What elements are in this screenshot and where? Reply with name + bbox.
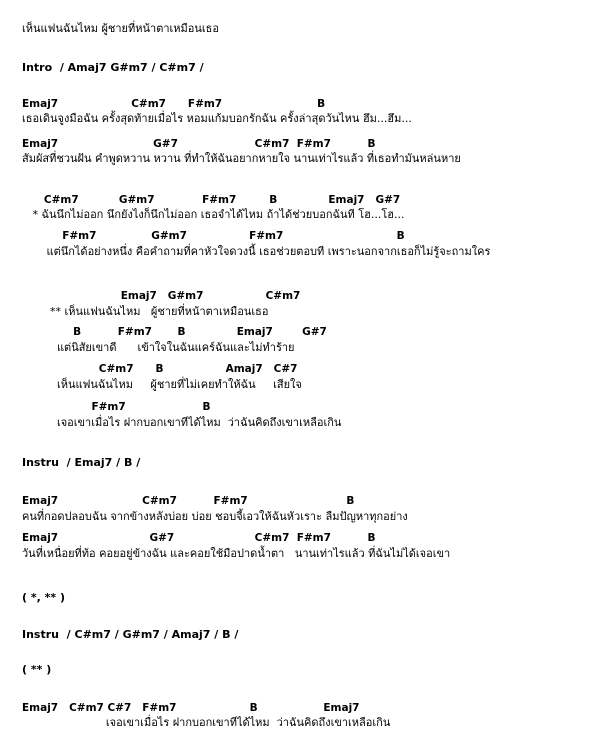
lyric-line: แต่นึกได้อย่างหนึ่ง คือคำถามที่คาหัวใจดวงนี้ เธอช่วยตอบที เพราะนอกจากเธอก็ไม่รู้จะถามใคร — [22, 245, 491, 258]
chord-line: Emaj7 C#m7 F#m7 B — [22, 98, 326, 110]
lyric-line: ** เห็นแฟนฉันไหม ผู้ชายที่หน้าตาเหมือนเธอ — [22, 305, 269, 318]
chord-line: Emaj7 C#m7 C#7 F#m7 B Emaj7 — [22, 702, 360, 714]
chord-line: F#m7 G#m7 F#m7 B — [22, 230, 405, 242]
chord-line: C#m7 G#m7 F#m7 B Emaj7 G#7 — [22, 194, 401, 206]
lyric-line: * ฉันนึกไม่ออก นึกยังไงก็นึกไม่ออก เธอจำได้ไหม ถ้าได้ช่วยบอกฉันที โฮ...โฮ... — [22, 208, 405, 221]
lyric-line: เห็นแฟนฉันไหม ผู้ชายที่ไม่เคยทำให้ฉัน เสียใจ — [22, 378, 302, 391]
chord-line: C#m7 B Amaj7 C#7 — [22, 363, 298, 375]
lyric-line: เจอเขาเมื่อไร ฝากบอกเขาทีได้ไหม ว่าฉันคิดถึงเขาเหลือเกิน — [22, 416, 342, 429]
lyric-line: คนที่กอดปลอบฉัน จากข้างหลังบ่อย บ่อย ชอบจี้เอวให้ฉันหัวเราะ ลืมปัญหาทุกอย่าง — [22, 510, 408, 523]
chord-line: Emaj7 G#7 C#m7 F#m7 B — [22, 532, 376, 544]
chord-line: Emaj7 C#m7 F#m7 B — [22, 495, 355, 507]
lyric-line: เธอเดินจูงมือฉัน ครั้งสุดท้ายเมื่อไร หอมแก้มบอกรักฉัน ครั้งล่าสุดวันไหน ฮึม...ฮึม... — [22, 112, 412, 125]
song-title: เห็นแฟนฉันไหม ผู้ชายที่หน้าตาเหมือนเธอ — [22, 22, 219, 35]
chord-line: Emaj7 G#7 C#m7 F#m7 B — [22, 138, 376, 150]
chord-line: Emaj7 G#m7 C#m7 — [22, 290, 301, 302]
chord-line: B F#m7 B Emaj7 G#7 — [22, 326, 327, 338]
section-instru: Instru / C#m7 / G#m7 / Amaj7 / B / — [22, 628, 239, 641]
section-intro: Intro / Amaj7 G#m7 / C#m7 / — [22, 61, 204, 74]
lyric-line: วันที่เหนื่อยที่ท้อ คอยอยู่ข้างฉัน และคอยใช้มือปาดน้ำตา นานเท่าไรแล้ว ที่ฉันไม่ได้เจอเขา — [22, 547, 451, 560]
lyric-line: แต่นิสัยเขาดี เข้าใจในฉันแคร์ฉันและไม่ทำร้าย — [22, 341, 295, 354]
section-instru: Instru / Emaj7 / B / — [22, 456, 141, 469]
section-repeat: ( *, ** ) — [22, 591, 65, 604]
section-repeat: ( ** ) — [22, 663, 52, 676]
chord-line: F#m7 B — [22, 401, 211, 413]
lyric-line: สัมผัสที่ชวนฝัน คำพูดหวาน หวาน ที่ทำให้ฉันอยากหายใจ นานเท่าไรแล้ว ที่เธอทำมันหล่นหาย — [22, 152, 461, 165]
lyric-line: เจอเขาเมื่อไร ฝากบอกเขาทีได้ไหม ว่าฉันคิดถึงเขาเหลือเกิน — [22, 716, 391, 729]
